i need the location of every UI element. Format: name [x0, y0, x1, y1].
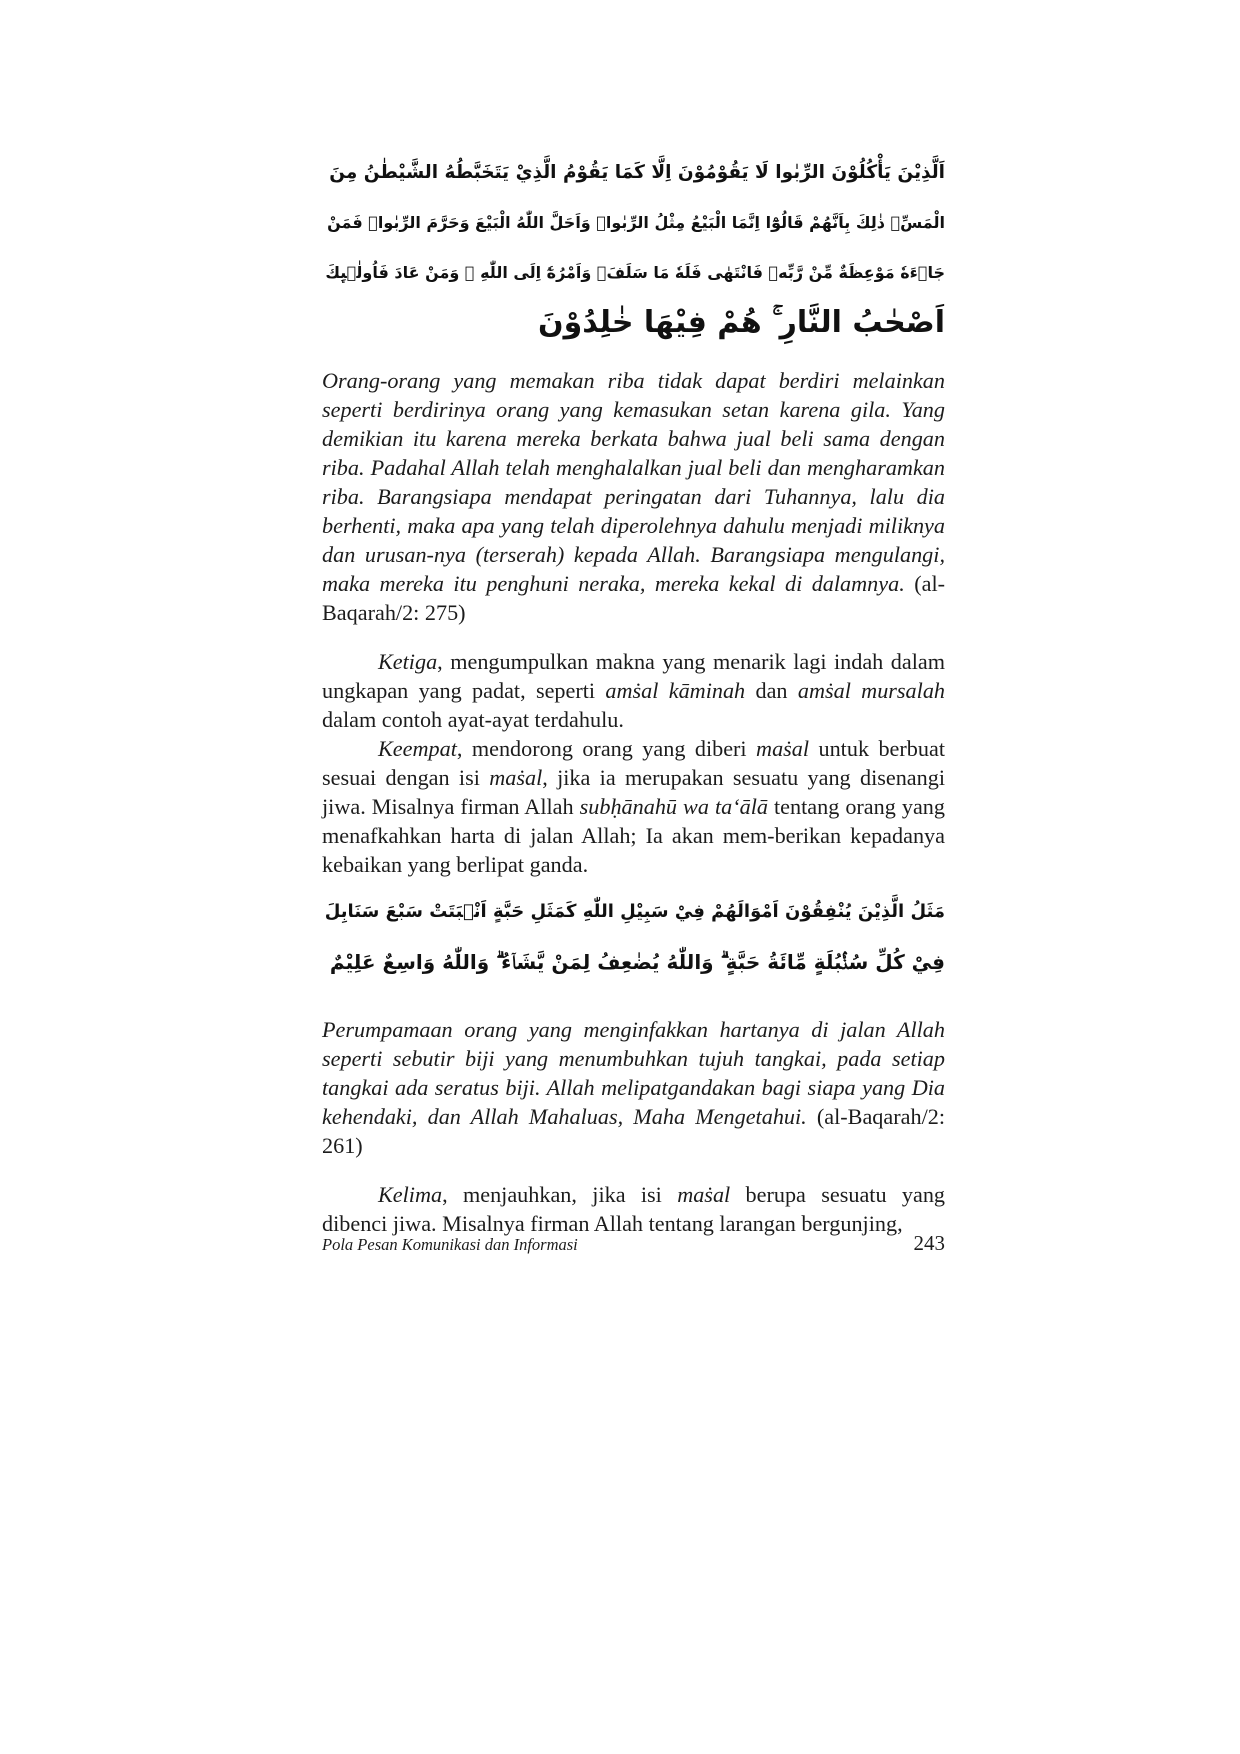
arabic-line: اَصْحٰبُ النَّارِ ۚ هُمْ فِيْهَا خٰلِدُوْنَ	[538, 305, 945, 340]
paragraph-text: , jika ia merupakan sesuatu yang disenangi jiwa. Misalnya firman Allah	[322, 765, 946, 819]
paragraph-lead: Ketiga	[378, 649, 438, 674]
paragraph-lead: Keempat	[378, 736, 457, 761]
term-italic: amṡal mursalah	[797, 678, 946, 703]
page-content	[322, 140, 945, 1238]
paragraph-text: , mendorong orang yang diberi	[456, 736, 757, 761]
paragraph-kelima	[322, 1180, 945, 1238]
arabic-line: مَثَلُ الَّذِيْنَ يُنْفِقُوْنَ اَمْوَالَهُمْ فِيْ سَبِيْلِ اللّٰهِ كَمَثَلِ حَبَّةٍ اَنْۢبَتَتْ سَبْعَ سَنَابِلَ	[324, 901, 945, 922]
paragraph-text: berupa sesuatu yang dibenci jiwa. Misalnya firman Allah tentang larangan bergunjing,	[322, 1182, 946, 1236]
arabic-verse-al-baqarah-261	[322, 887, 945, 1005]
arabic-verse-al-baqarah-275	[322, 140, 945, 356]
book-title: Pola Pesan Komunikasi dan Informasi	[322, 1235, 578, 1254]
page-footer	[322, 1231, 945, 1261]
paragraph-text: untuk berbuat sesuai dengan isi	[322, 736, 945, 790]
arabic-line: فِيْ كُلِّ سُنْۢبُلَةٍ مِّائَةُ حَبَّةٍ ۗ وَاللّٰهُ يُضٰعِفُ لِمَنْ يَّشَاۤءُ ۗ وَاللّٰهُ وَاسِعٌ عَلِيْمٌ	[329, 950, 945, 974]
paragraph-text: , mengumpulkan makna yang menarik lagi indah dalam ungkapan yang padat, seperti	[322, 649, 945, 703]
term-italic: subḥānahū wa ta‘ālā	[579, 794, 768, 819]
paragraph-ketiga	[322, 647, 945, 734]
verse-reference: (al-Baqarah/2: 261)	[322, 1104, 945, 1158]
translation-text: Perumpamaan orang yang menginfakkan hartanya di jalan Allah seperti sebutir biji yang menumbuhkan tujuh tangkai, pada setiap tangkai ada seratus biji. Allah melipatgandakan bagi siapa yang Dia kehendaki, dan Allah Mahaluas, Maha Mengetahui.	[322, 1017, 945, 1129]
verse-translation	[322, 1015, 945, 1160]
paragraph-text: , menjauhkan, jika isi	[442, 1182, 678, 1207]
term-italic: maṡal	[489, 765, 543, 790]
paragraph-text: tentang orang yang menafkahkan harta di jalan Allah; Ia akan mem-berikan kepadanya kebaikan yang berlipat ganda.	[322, 794, 945, 877]
verse-translation	[322, 366, 945, 627]
paragraph-text: dan	[745, 678, 798, 703]
paragraph-lead: Kelima	[378, 1182, 443, 1207]
term-italic: maṡal	[677, 1182, 731, 1207]
paragraph-keempat	[322, 734, 945, 879]
page-number: 243	[913, 1231, 945, 1255]
paragraph-text: dalam contoh ayat-ayat terdahulu.	[322, 707, 624, 732]
verse-reference: (al-Baqarah/2: 275)	[322, 571, 945, 625]
arabic-line: جَاۤءَهٗ مَوْعِظَةٌ مِّنْ رَّبِّهٖ فَانْتَهٰى فَلَهٗ مَا سَلَفَۗ وَاَمْرُهٗٓ اِلَى اللّٰهِ ۗ وَمَنْ عَادَ فَاُولٰۤىِٕكَ	[325, 263, 945, 282]
arabic-line: الْمَسِّۗ ذٰلِكَ بِاَنَّهُمْ قَالُوْٓا اِنَّمَا الْبَيْعُ مِثْلُ الرِّبٰواۘ وَاَحَلَّ اللّٰهُ الْبَيْعَ وَحَرَّمَ الرِّبٰواۗ فَمَنْ	[327, 213, 945, 232]
arabic-line: اَلَّذِيْنَ يَأْكُلُوْنَ الرِّبٰوا لَا يَقُوْمُوْنَ اِلَّا كَمَا يَقُوْمُ الَّذِيْ يَتَخَبَّطُهُ الشَّيْطٰنُ مِنَ	[329, 162, 945, 183]
term-italic: maṡal	[756, 736, 810, 761]
translation-text: Orang-orang yang memakan riba tidak dapat berdiri melainkan seperti berdirinya orang yang kemasukan setan karena gila. Yang demikian itu karena mereka berkata bahwa jual beli sama dengan riba. Padahal Allah telah menghalalkan jual beli dan mengharamkan riba. Barangsiapa mendapat peringatan dari Tuhannya, lalu dia berhenti, maka apa yang telah diperolehnya dahulu menjadi miliknya dan urusan-nya (terserah) kepada Allah. Barangsiapa mengulangi, maka mereka itu penghuni neraka, mereka kekal di dalamnya.	[322, 368, 945, 596]
term-italic: amṡal kāminah	[605, 678, 746, 703]
